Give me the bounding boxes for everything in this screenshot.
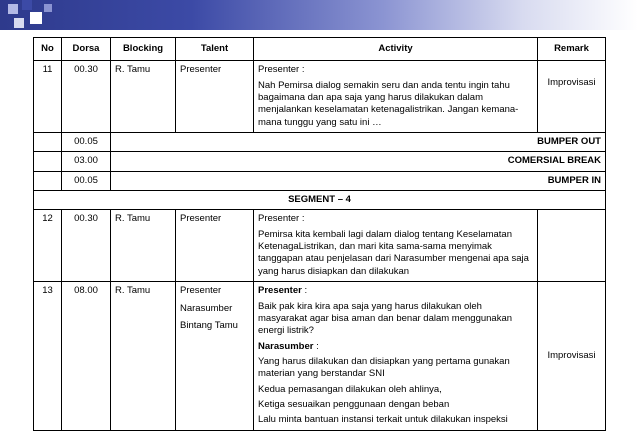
decor-square bbox=[30, 12, 42, 24]
row-activity bbox=[254, 61, 538, 133]
bumper-in-label: BUMPER IN bbox=[111, 171, 606, 190]
row-remark-empty bbox=[538, 210, 606, 282]
narasumber-line: Kedua pemasangan dilakukan oleh ahlinya, bbox=[258, 383, 442, 395]
decor-square bbox=[22, 0, 32, 10]
header-talent: Talent bbox=[176, 38, 254, 61]
row-no-empty bbox=[34, 171, 62, 190]
presenter-text: Baik pak kira kira apa saja yang harus dilakukan oleh masyarakat agar bisa aman dan benar dalam menggunakan energi listrik? bbox=[258, 300, 513, 337]
presenter-colon: : bbox=[301, 285, 308, 297]
row-talent-list bbox=[176, 282, 254, 430]
row-no: 12 bbox=[34, 210, 62, 282]
row-blocking: R. Tamu bbox=[111, 61, 176, 133]
table-row bbox=[34, 171, 606, 190]
row-dorsa: 00.30 bbox=[62, 61, 111, 133]
decor-square bbox=[44, 4, 52, 12]
narasumber-line: Ketiga sesuaikan penggunaan dengan beban bbox=[258, 398, 450, 410]
narasumber-label: Narasumber bbox=[258, 340, 314, 352]
row-no-empty bbox=[34, 152, 62, 171]
row-activity bbox=[254, 210, 538, 282]
header-blocking: Blocking bbox=[111, 38, 176, 61]
row-dorsa: 00.05 bbox=[62, 133, 111, 152]
row-remark bbox=[538, 282, 606, 430]
activity-text: Pemirsa kita kembali lagi dalam dialog tentang Keselamatan KetenagaListrikan, dan mari kita sama-sama menyimak tanggapan atau penjelasan dari Narasumber mengenai apa saja yang harus disiapkan dan dilakukan bbox=[258, 228, 529, 277]
row-dorsa: 03.00 bbox=[62, 152, 111, 171]
narasumber-colon: : bbox=[313, 340, 319, 352]
row-dorsa: 00.05 bbox=[62, 171, 111, 190]
segment-label: SEGMENT – 4 bbox=[34, 191, 606, 210]
header-remark: Remark bbox=[538, 38, 606, 61]
activity-label: Presenter : bbox=[258, 213, 305, 225]
row-no-empty bbox=[34, 133, 62, 152]
row-blocking: R. Tamu bbox=[111, 210, 176, 282]
row-dorsa: 00.30 bbox=[62, 210, 111, 282]
table-row bbox=[34, 133, 606, 152]
talent-item: Narasumber bbox=[180, 302, 233, 314]
remark-text: Improvisasi bbox=[547, 349, 596, 361]
header-no: No bbox=[34, 38, 62, 61]
activity-label: Presenter : bbox=[258, 64, 305, 76]
table-row bbox=[34, 210, 606, 282]
presenter-label: Presenter bbox=[258, 285, 302, 297]
narasumber-heading bbox=[258, 341, 533, 353]
talent-item: Bintang Tamu bbox=[180, 319, 238, 331]
table-row bbox=[34, 61, 606, 133]
row-no: 13 bbox=[34, 282, 62, 430]
presenter-heading bbox=[258, 285, 533, 297]
row-dorsa: 08.00 bbox=[62, 282, 111, 430]
bumper-out-label: BUMPER OUT bbox=[111, 133, 606, 152]
remark-text: Improvisasi bbox=[547, 77, 596, 89]
row-no: 11 bbox=[34, 61, 62, 133]
header-activity: Activity bbox=[254, 38, 538, 61]
header-gradient-bar bbox=[0, 0, 638, 30]
segment-row bbox=[34, 191, 606, 210]
decor-square bbox=[14, 18, 24, 28]
row-blocking: R. Tamu bbox=[111, 282, 176, 430]
table-row bbox=[34, 282, 606, 430]
table-header-row bbox=[34, 38, 606, 61]
rundown-table bbox=[33, 37, 606, 431]
header-dorsa: Dorsa bbox=[62, 38, 111, 61]
commercial-break-label: COMERSIAL BREAK bbox=[111, 152, 606, 171]
row-remark bbox=[538, 61, 606, 133]
table-row bbox=[34, 152, 606, 171]
narasumber-line: Yang harus dilakukan dan disiapkan yang pertama gunakan materian yang berstandar SNI bbox=[258, 355, 510, 380]
decor-square bbox=[8, 4, 18, 14]
activity-text: Nah Pemirsa dialog semakin seru dan anda tentu ingin tahu bagaimana dan apa saja yang harus dilakukan dalam menjalankan keselamatan ketenagalistrikan. Jangan kemana-mana tunggu yang satu ini … bbox=[258, 79, 519, 128]
narasumber-line: Lalu minta bantuan instansi terkait untuk dilakukan inspeksi bbox=[258, 414, 508, 426]
row-talent: Presenter bbox=[176, 210, 254, 282]
talent-item: Presenter bbox=[180, 285, 222, 297]
row-talent: Presenter bbox=[176, 61, 254, 133]
row-activity bbox=[254, 282, 538, 430]
